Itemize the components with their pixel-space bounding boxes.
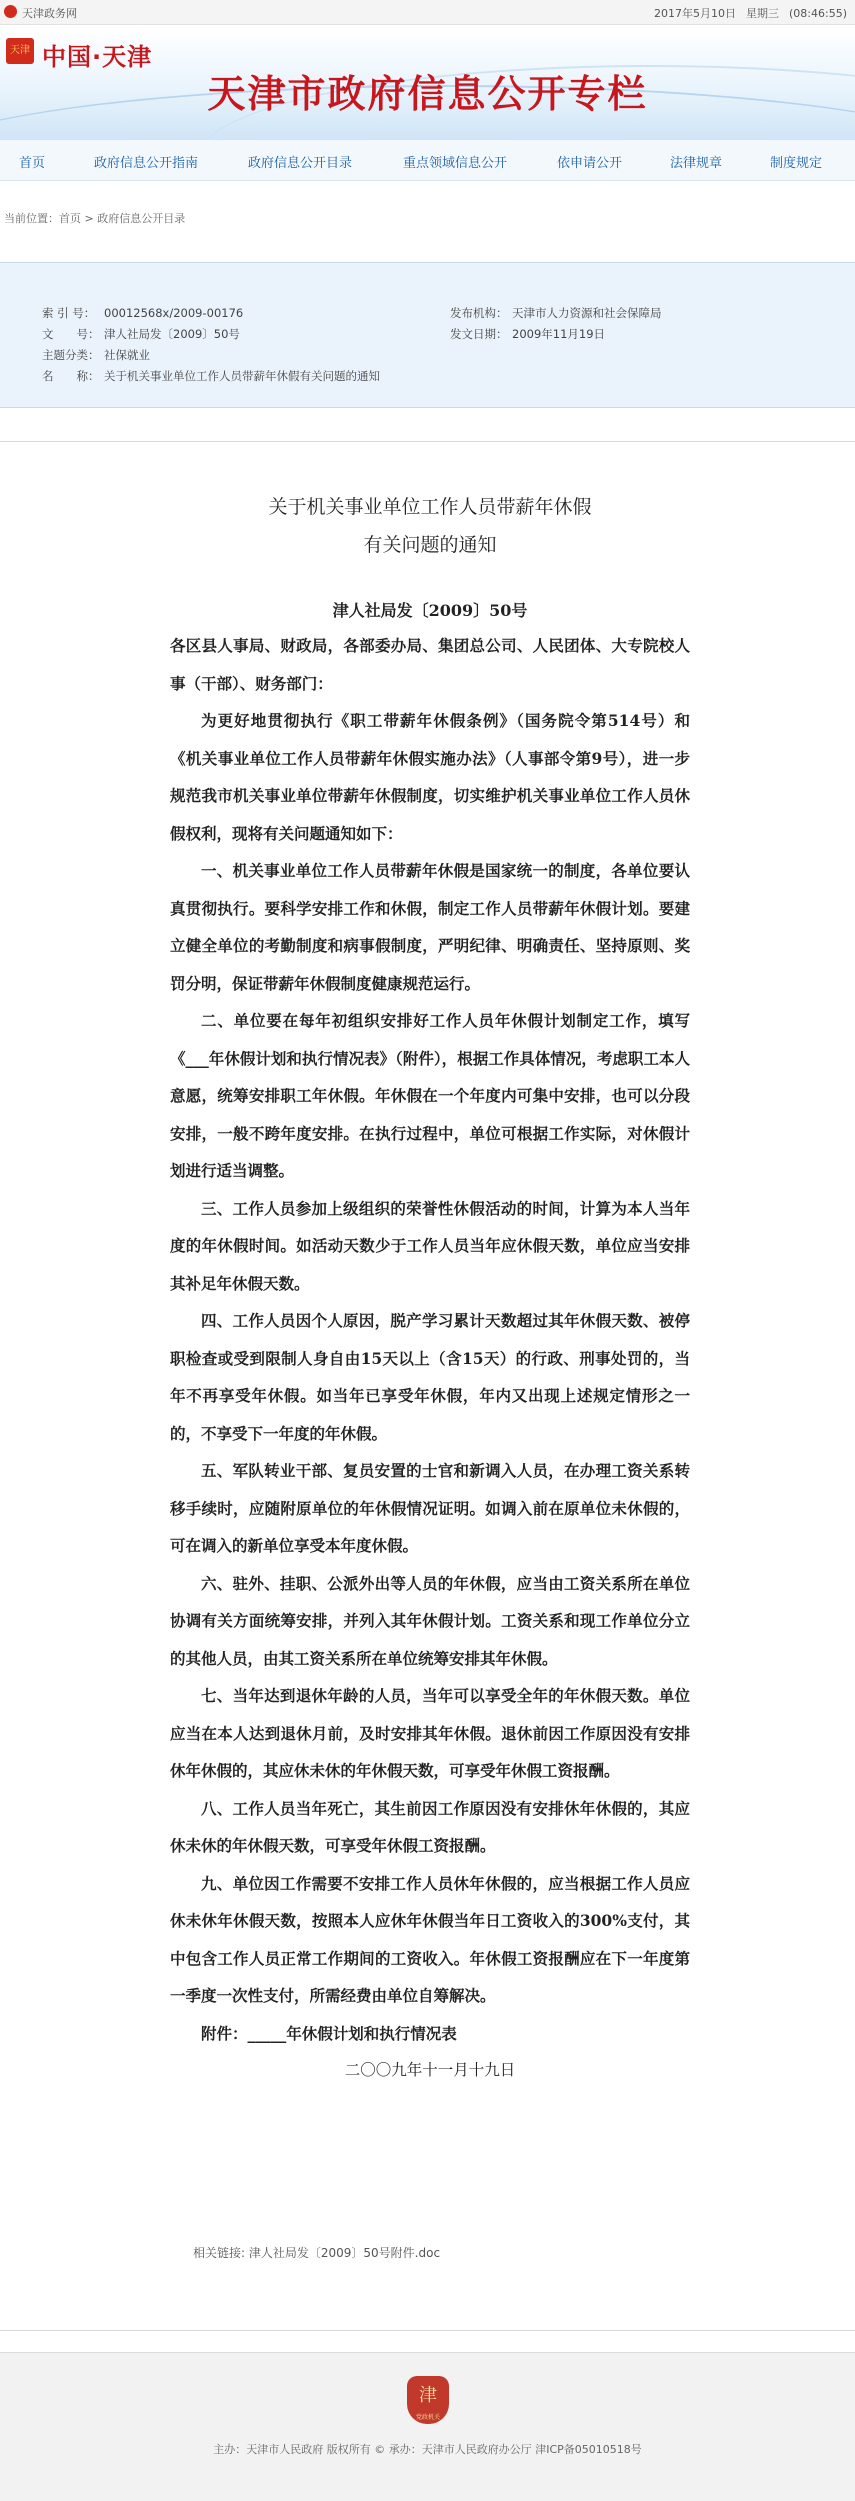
brand-logo[interactable]: 中国·天津 — [42, 43, 153, 71]
paragraph: 七、当年达到退休年龄的人员，当年可以享受全年的年休假天数。单位应当在本人达到退休月前，及时安排其年休假。退休前因工作原因没有安排休年休假的，其应休未休的年休假天数，可享受年休假工资报酬。 — [170, 1686, 690, 1780]
document-title-line2: 有关问题的通知 — [363, 534, 497, 556]
page-title: 天津市政府信息公开专栏 — [207, 72, 648, 116]
meta-label: 索 引 号： — [42, 306, 96, 320]
paragraph: 四、工作人员因个人原因，脱产学习累计天数超过其年休假天数、被停职检查或受到限制人身自由15天以上（含15天）的行政、刑事处罚的，当年不再享受年休假。如当年已享受年休假，年内又出现上述规定情形之一的，不享受下一年度的年休假。 — [170, 1311, 690, 1443]
nav-home[interactable]: 首页 — [19, 156, 46, 171]
meta-label: 文 号： — [42, 327, 100, 341]
meta-category — [42, 347, 150, 363]
attachment-line: 附件：_____年休假计划和执行情况表 — [201, 2023, 457, 2043]
seal-label: 党政机关 — [415, 2414, 440, 2421]
paragraph: 三、工作人员参加上级组织的荣誉性休假活动的时间，计算为本人当年度的年休假时间。如活动天数少于工作人员当年应休假天数，单位应当安排其补足年休假天数。 — [170, 1198, 690, 1293]
meta-date — [450, 326, 605, 342]
meta-label: 主题分类： — [42, 348, 100, 362]
date-time — [644, 5, 847, 21]
paragraph: 六、驻外、挂职、公派外出等人员的年休假，应当由工资关系所在单位协调有关方面统筹安排，并列入其年休假计划。工资关系和现工作单位分立的其他人员，由其工资关系所在单位统筹安排其年休假。 — [170, 1573, 690, 1668]
paragraph: 为更好地贯彻执行《职工带薪年休假条例》（国务院令第514号）和《机关事业单位工作人员带薪年休假实施办法》（人事部令第9号），进一步规范我市机关事业单位带薪年休假制度，切实维护机关事业单位工作人员休假权利，现将有关问题通知如下： — [170, 711, 690, 843]
nav-apply-disclosure[interactable]: 依申请公开 — [557, 156, 623, 171]
seal-glyph: 津 — [419, 2385, 437, 2406]
divider — [0, 2330, 855, 2331]
footer — [0, 2352, 855, 2501]
meta-value: 社保就业 — [104, 348, 150, 362]
paragraph: 二、单位要在每年初组织安排好工作人员年休假计划制定工作，填写《___年休假计划和执行情况表》（附件），根据工作具体情况，考虑职工本人意愿，统筹安排职工年休假。年休假在一个年度内可集中安排，也可以分段安排，一般不跨年度安排。在执行过程中，单位可根据工作实际，对休假计划进行适当调整。 — [170, 1011, 690, 1180]
site-name[interactable]: 天津政务网 — [22, 7, 77, 20]
footer-copyright: 主办：天津市人民政府 版权所有 © 承办：天津市人民政府办公厅 津ICP备05010518号 — [213, 2443, 642, 2456]
header-banner — [0, 25, 855, 140]
china-emblem-icon: 天津 — [6, 38, 34, 64]
nav-key-areas[interactable]: 重点领域信息公开 — [403, 156, 508, 171]
site-logo-icon — [4, 5, 17, 18]
paragraph: 五、军队转业干部、复员安置的士官和新调入人员，在办理工资关系转移手续时，应随附原单位的年休假情况证明。如调入前在原单位未休假的，可在调入的新单位享受本年度休假。 — [170, 1461, 690, 1555]
document-number: 津人社局发〔2009〕50号 — [332, 601, 528, 620]
meta-index — [42, 305, 243, 321]
date-text: 2017年5月10日 — [654, 7, 736, 20]
meta-label: 发文日期： — [450, 327, 508, 341]
party-government-seal-icon[interactable] — [407, 2376, 449, 2424]
meta-name — [42, 368, 380, 384]
document-body — [170, 440, 690, 2090]
meta-value: 津人社局发〔2009〕50号 — [104, 327, 240, 341]
time-text: (08:46:55) — [789, 7, 847, 20]
nav-laws-regulations[interactable]: 法律规章 — [670, 156, 723, 171]
meta-label: 发布机构： — [450, 306, 508, 320]
main-nav — [0, 140, 855, 181]
nav-rules[interactable]: 制度规定 — [770, 156, 823, 171]
meta-issuer — [450, 305, 662, 321]
top-bar — [0, 0, 855, 25]
meta-label: 名 称： — [42, 369, 100, 383]
meta-value: 天津市人力资源和社会保障局 — [512, 306, 662, 320]
breadcrumb[interactable]: 当前位置：首页 > 政府信息公开目录 — [4, 212, 186, 225]
weekday-text: 星期三 — [746, 7, 779, 20]
meta-value: 关于机关事业单位工作人员带薪年休假有关问题的通知 — [104, 369, 380, 383]
signature-date: 二〇〇九年十一月十九日 — [344, 2061, 516, 2079]
nav-disclosure-catalog[interactable]: 政府信息公开目录 — [248, 156, 353, 171]
meta-value: 00012568x/2009-00176 — [104, 306, 244, 320]
meta-docno — [42, 326, 240, 342]
document-title — [170, 488, 690, 564]
nav-disclosure-guide[interactable]: 政府信息公开指南 — [94, 156, 199, 171]
meta-value: 2009年11月19日 — [512, 327, 606, 341]
document-metadata — [0, 262, 855, 408]
document-title-line1: 关于机关事业单位工作人员带薪年休假 — [268, 496, 592, 518]
paragraph: 九、单位因工作需要不安排工作人员休年休假的，应当根据工作人员应休未休年休假天数，按照本人应休年休假当年日工资收入的300%支付，其中包含工作人员正常工作期间的工资收入。年休假工资报酬应在下一年度第一季度一次性支付，所需经费由单位自筹解决。 — [170, 1873, 690, 2005]
related-link[interactable]: 相关链接: 津人社局发〔2009〕50号附件.doc — [193, 2246, 441, 2260]
paragraph: 一、机关事业单位工作人员带薪年休假是国家统一的制度，各单位要认真贯彻执行。要科学安排工作和休假，制定工作人员带薪年休假计划。要建立健全单位的考勤制度和病事假制度，严明纪律、明确责任、坚持原则、奖罚分明，保证带薪年休假制度健康规范运行。 — [170, 861, 690, 993]
paragraph: 八、工作人员当年死亡，其生前因工作原因没有安排休年休假的，其应休未休的年休假天数，可享受年休假工资报酬。 — [170, 1798, 690, 1855]
addressee: 各区县人事局、财政局，各部委办局、集团总公司、人民团体、大专院校人事（干部）、财务部门： — [170, 636, 690, 693]
